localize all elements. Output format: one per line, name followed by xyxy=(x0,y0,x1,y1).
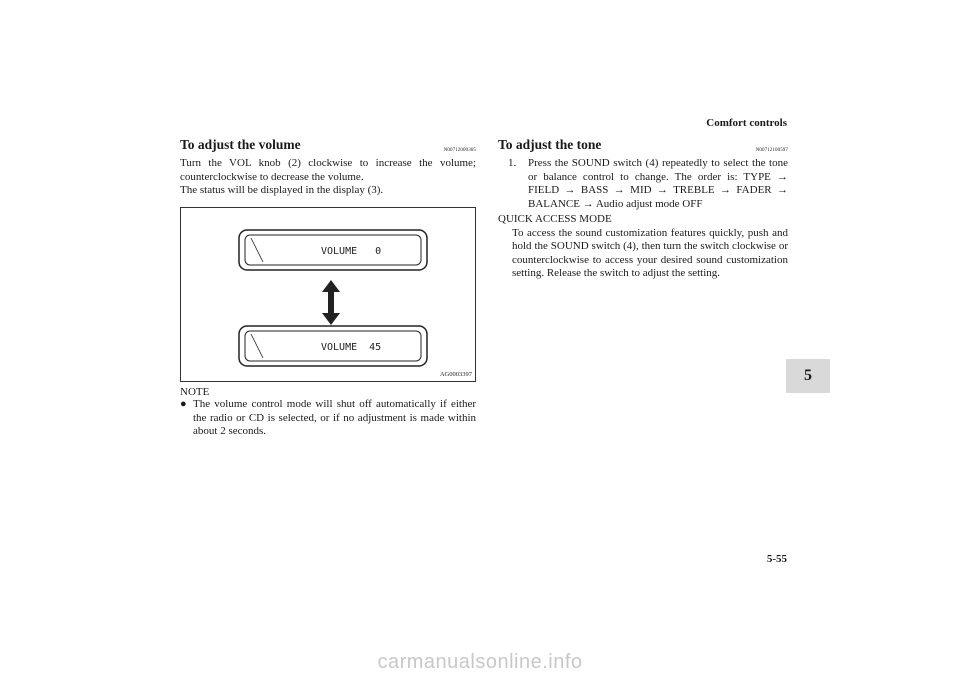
chapter-tab: 5 xyxy=(786,359,830,393)
quick-access-text: To access the sound customization features quickly, push and hold the SOUND switch (4), then turn the switch clockwise or counterclockwise to access your desired sound customization setting. Release the switch to adjust the setting. xyxy=(512,226,788,279)
step-text: Press the SOUND switch (4) repeatedly to select the tone or balance control to change. The order is: TYPE → FIELD → BASS → MID → TREBLE → FADER → BALANCE → Audio adjust mode OFF xyxy=(528,157,788,210)
note-text: The volume control mode will shut off automatically if either the radio or CD is selected, or if no adjustment is made within about 2 seconds. xyxy=(193,398,476,437)
quick-access-title: QUICK ACCESS MODE xyxy=(498,213,612,225)
note-label: NOTE xyxy=(180,386,210,398)
tone-section xyxy=(498,137,788,281)
volume-body-2: The status will be displayed in the display (3). xyxy=(180,184,384,196)
watermark-text: carmanualsonline.info xyxy=(377,651,583,673)
step-number: 1. xyxy=(508,157,517,169)
display-top-text: VOLUME 0 xyxy=(321,246,382,257)
volume-section xyxy=(180,137,476,198)
note-item xyxy=(180,398,476,439)
tone-step-1 xyxy=(498,157,788,211)
note-block xyxy=(180,386,476,439)
volume-heading: To adjust the volume xyxy=(180,137,301,152)
bullet-icon: ● xyxy=(180,398,187,410)
volume-display-illustration xyxy=(181,208,477,383)
volume-display-figure xyxy=(180,207,476,382)
tone-heading-code: N00712100597 xyxy=(755,148,788,153)
up-down-arrow-icon xyxy=(322,280,340,325)
figure-id: AG0003397 xyxy=(439,371,472,378)
section-title: Comfort controls xyxy=(706,117,787,129)
volume-body-1: Turn the VOL knob (2) clockwise to increase the volume; counterclockwise to decrease the volume. xyxy=(180,157,476,183)
tone-heading: To adjust the tone xyxy=(498,137,602,152)
volume-heading-code: N00712000365 xyxy=(443,148,476,153)
page-number: 5-55 xyxy=(766,553,787,565)
display-bottom-text: VOLUME 45 xyxy=(321,342,382,353)
